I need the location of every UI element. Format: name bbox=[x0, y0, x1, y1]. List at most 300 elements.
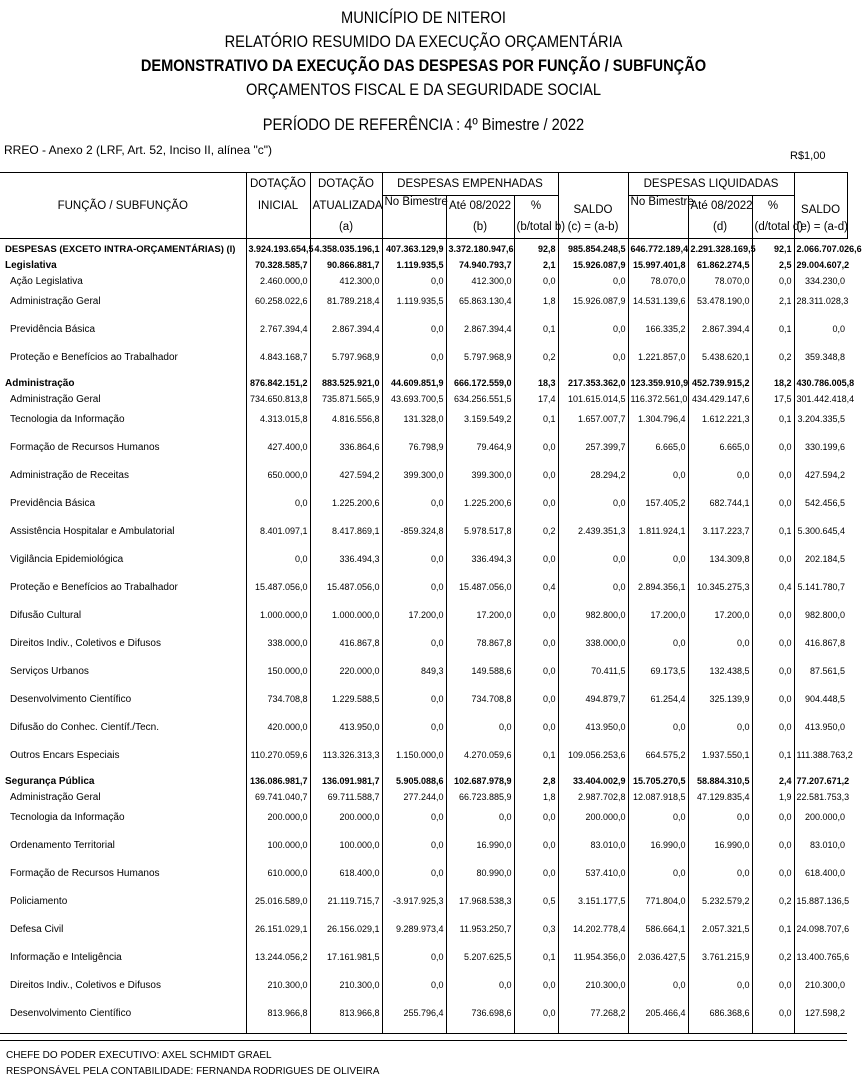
row-value: 0,0 bbox=[558, 579, 628, 607]
header-pct-b: (b/total b) bbox=[514, 216, 558, 239]
row-value: -3.917.925,3 bbox=[382, 893, 446, 921]
subfunction-row bbox=[0, 523, 847, 551]
row-value: 12.087.918,5 bbox=[628, 792, 688, 809]
row-value: 0,2 bbox=[514, 523, 558, 551]
row-label: Formação de Recursos Humanos bbox=[0, 865, 246, 893]
row-value: 29.004.607,2 bbox=[796, 260, 850, 270]
row-value: 79.464,9 bbox=[446, 439, 514, 467]
subfunction-row bbox=[0, 837, 847, 865]
row-value: 77.207.671,2 bbox=[796, 776, 850, 786]
row-value: 3.117.223,7 bbox=[688, 523, 752, 551]
row-value: 413.950,0 bbox=[558, 719, 628, 747]
header-ate-2: Até 08/2022 bbox=[688, 196, 752, 217]
row-value: 1.150.000,0 bbox=[382, 747, 446, 775]
row-value: 1,8 bbox=[514, 293, 558, 321]
row-value: 0,0 bbox=[752, 1005, 794, 1034]
row-value: 5.207.625,5 bbox=[446, 949, 514, 977]
row-value: 113.326.313,3 bbox=[310, 747, 382, 775]
row-value: 736.698,6 bbox=[446, 1005, 514, 1034]
row-value: 81.789.218,4 bbox=[310, 293, 382, 321]
row-value: 4.270.059,6 bbox=[446, 747, 514, 775]
row-value: 2,1 bbox=[752, 293, 794, 321]
row-value: 9.289.973,4 bbox=[382, 921, 446, 949]
row-value: 202.184,5 bbox=[805, 554, 846, 564]
row-value: 70.328.585,7 bbox=[246, 259, 310, 276]
total-row bbox=[0, 239, 847, 260]
row-value: 0,0 bbox=[752, 276, 794, 293]
row-value: 2,8 bbox=[514, 775, 558, 792]
row-value: 3.159.549,2 bbox=[446, 411, 514, 439]
row-value: 427.400,0 bbox=[246, 439, 310, 467]
row-value: 8.401.097,1 bbox=[246, 523, 310, 551]
row-value: 134.309,8 bbox=[688, 551, 752, 579]
subfunction-row bbox=[0, 439, 847, 467]
row-value: 0,0 bbox=[688, 719, 752, 747]
currency-unit: R$1,00 bbox=[790, 150, 826, 162]
row-value: 69.741.040,7 bbox=[246, 792, 310, 809]
row-value: 412.300,0 bbox=[310, 276, 382, 293]
row-value: 150.000,0 bbox=[246, 663, 310, 691]
row-value: 17,5 bbox=[752, 394, 794, 411]
subfunction-row bbox=[0, 276, 847, 293]
row-value: 100.000,0 bbox=[246, 837, 310, 865]
row-value: 0,0 bbox=[752, 439, 794, 467]
row-value: 2.767.394,4 bbox=[246, 321, 310, 349]
row-value: 325.139,9 bbox=[688, 691, 752, 719]
row-value: 0,0 bbox=[514, 663, 558, 691]
header-pct: % bbox=[514, 196, 558, 217]
row-value: 3.151.177,5 bbox=[558, 893, 628, 921]
row-value: 17.200,0 bbox=[628, 607, 688, 635]
row-value: 0,2 bbox=[752, 893, 794, 921]
header-d: (d) bbox=[688, 216, 752, 239]
row-value: 0,0 bbox=[514, 276, 558, 293]
row-value: 255.796,4 bbox=[382, 1005, 446, 1034]
row-label: Difusão do Conhec. Científ./Tecn. bbox=[0, 719, 246, 747]
row-value: 4.816.556,8 bbox=[310, 411, 382, 439]
row-value: 338.000,0 bbox=[558, 635, 628, 663]
header-saldo-c: SALDO bbox=[558, 173, 628, 217]
row-label: Administração de Receitas bbox=[0, 467, 246, 495]
row-value: 17.161.981,5 bbox=[310, 949, 382, 977]
row-label: Serviços Urbanos bbox=[0, 663, 246, 691]
row-value: 420.000,0 bbox=[246, 719, 310, 747]
row-value: 18,3 bbox=[514, 377, 558, 394]
row-value: 26.151.029,1 bbox=[246, 921, 310, 949]
header-empenhadas: DESPESAS EMPENHADAS bbox=[382, 173, 558, 196]
row-value: 25.016.589,0 bbox=[246, 893, 310, 921]
row-value: 336.864,6 bbox=[310, 439, 382, 467]
row-value: 22.581.753,3 bbox=[796, 792, 850, 802]
function-row bbox=[0, 259, 847, 276]
row-value: 849,3 bbox=[382, 663, 446, 691]
row-value: 0,0 bbox=[514, 439, 558, 467]
row-value: 0,0 bbox=[752, 495, 794, 523]
row-value: 14.202.778,4 bbox=[558, 921, 628, 949]
row-value: 2.439.351,3 bbox=[558, 523, 628, 551]
row-value: 92,1 bbox=[752, 239, 794, 260]
row-value: 0,0 bbox=[514, 977, 558, 1005]
row-value: 634.256.551,5 bbox=[446, 394, 514, 411]
annex-reference: RREO - Anexo 2 (LRF, Art. 52, Inciso II, alínea "c") bbox=[4, 143, 272, 157]
row-value: 2.867.394,4 bbox=[688, 321, 752, 349]
row-value: 610.000,0 bbox=[246, 865, 310, 893]
row-value: 0,0 bbox=[688, 865, 752, 893]
row-label: Ação Legislativa bbox=[0, 276, 246, 293]
row-value: 61.862.274,5 bbox=[688, 259, 752, 276]
row-value: 0,0 bbox=[446, 977, 514, 1005]
row-value: 0,0 bbox=[752, 837, 794, 865]
function-row bbox=[0, 775, 847, 792]
row-value: 0,0 bbox=[382, 865, 446, 893]
row-value: 2,1 bbox=[514, 259, 558, 276]
row-value: 2.066.707.026,6 bbox=[794, 239, 847, 260]
header-e: (e) = (a-d) bbox=[794, 216, 847, 239]
row-value: 5.978.517,8 bbox=[446, 523, 514, 551]
row-value: 3.372.180.947,6 bbox=[446, 239, 514, 260]
row-value: 4.313.015,8 bbox=[246, 411, 310, 439]
row-value: 0,0 bbox=[514, 865, 558, 893]
subfunction-row bbox=[0, 792, 847, 809]
row-value: 0,0 bbox=[832, 324, 846, 334]
row-value: 982.800,0 bbox=[805, 610, 846, 620]
row-value: 0,0 bbox=[382, 691, 446, 719]
header-liquidadas: DESPESAS LIQUIDADAS bbox=[628, 173, 794, 196]
row-value: 537.410,0 bbox=[558, 865, 628, 893]
row-value: 0,0 bbox=[382, 635, 446, 663]
row-value: 494.879,7 bbox=[558, 691, 628, 719]
row-value: 15.997.401,8 bbox=[628, 259, 688, 276]
row-value: 0,2 bbox=[752, 949, 794, 977]
row-value: 44.609.851,9 bbox=[382, 377, 446, 394]
row-value: 3.761.215,9 bbox=[688, 949, 752, 977]
row-value: 399.300,0 bbox=[446, 467, 514, 495]
subfunction-row bbox=[0, 607, 847, 635]
row-value: 76.798,9 bbox=[382, 439, 446, 467]
row-value: 734.708,8 bbox=[446, 691, 514, 719]
header-b: (b) bbox=[446, 216, 514, 239]
row-value: 0,0 bbox=[246, 495, 310, 523]
row-value: 0,0 bbox=[382, 349, 446, 377]
row-value: 16.990,0 bbox=[446, 837, 514, 865]
row-value: 83.010,0 bbox=[810, 840, 846, 850]
row-value: 5.905.088,6 bbox=[382, 775, 446, 792]
row-label: Administração bbox=[0, 377, 246, 394]
row-value: 210.300,0 bbox=[246, 977, 310, 1005]
row-value: 0,2 bbox=[514, 349, 558, 377]
row-value: 15.705.270,5 bbox=[628, 775, 688, 792]
row-value: 0,0 bbox=[628, 809, 688, 837]
row-value: 0,0 bbox=[752, 719, 794, 747]
row-value: 0,0 bbox=[382, 276, 446, 293]
row-value: 132.438,5 bbox=[688, 663, 752, 691]
executive-chief: CHEFE DO PODER EXECUTIVO: AXEL SCHMIDT GRAEL bbox=[6, 1050, 272, 1061]
row-value: 21.119.715,7 bbox=[310, 893, 382, 921]
row-value: 2.036.427,5 bbox=[628, 949, 688, 977]
row-value: 359.348,8 bbox=[805, 352, 846, 362]
row-label: Vigilância Epidemiológica bbox=[0, 551, 246, 579]
row-value: 2.057.321,5 bbox=[688, 921, 752, 949]
row-label: Legislativa bbox=[0, 259, 246, 276]
row-value: 0,0 bbox=[514, 467, 558, 495]
row-value: 0,0 bbox=[382, 809, 446, 837]
row-value: 69.173,5 bbox=[628, 663, 688, 691]
row-label: Defesa Civil bbox=[0, 921, 246, 949]
row-value: 1.612.221,3 bbox=[688, 411, 752, 439]
row-value: 734.650.813,8 bbox=[246, 394, 310, 411]
row-value: 28.294,2 bbox=[558, 467, 628, 495]
row-value: 1.225.200,6 bbox=[310, 495, 382, 523]
row-value: 0,0 bbox=[382, 579, 446, 607]
row-value: 413.950,0 bbox=[805, 722, 846, 732]
row-value: 200.000,0 bbox=[246, 809, 310, 837]
header-pct-d: (d/total d) bbox=[752, 216, 794, 239]
row-value: 0,1 bbox=[752, 321, 794, 349]
row-value: 74.940.793,7 bbox=[446, 259, 514, 276]
row-value: 257.399,7 bbox=[558, 439, 628, 467]
row-value: 0,0 bbox=[446, 719, 514, 747]
row-value: 0,0 bbox=[558, 349, 628, 377]
row-value: 200.000,0 bbox=[558, 809, 628, 837]
row-label: Informação e Inteligência bbox=[0, 949, 246, 977]
row-value: 735.871.565,9 bbox=[310, 394, 382, 411]
row-label: DESPESAS (EXCETO INTRA-ORÇAMENTÁRIAS) (I) bbox=[0, 239, 246, 260]
row-value: 1.221.857,0 bbox=[628, 349, 688, 377]
row-value: 17.968.538,3 bbox=[446, 893, 514, 921]
header-saldo-e: SALDO bbox=[794, 173, 847, 217]
row-value: 123.359.910,9 bbox=[628, 377, 688, 394]
row-value: 5.438.620,1 bbox=[688, 349, 752, 377]
row-value: 100.000,0 bbox=[310, 837, 382, 865]
header-inicial: INICIAL bbox=[246, 196, 310, 217]
row-value: 6.665,0 bbox=[628, 439, 688, 467]
row-value: 1.000.000,0 bbox=[310, 607, 382, 635]
row-value: 0,1 bbox=[752, 411, 794, 439]
row-label: Direitos Indiv., Coletivos e Difusos bbox=[0, 635, 246, 663]
row-value: 0,3 bbox=[514, 921, 558, 949]
row-value: 17.200,0 bbox=[382, 607, 446, 635]
row-value: 101.615.014,5 bbox=[558, 394, 628, 411]
row-value: 11.953.250,7 bbox=[446, 921, 514, 949]
row-value: 200.000,0 bbox=[310, 809, 382, 837]
row-value: 427.594,2 bbox=[310, 467, 382, 495]
row-value: 110.270.059,6 bbox=[246, 747, 310, 775]
row-value: 0,1 bbox=[752, 523, 794, 551]
row-value: 47.129.835,4 bbox=[688, 792, 752, 809]
row-value: 2,4 bbox=[752, 775, 794, 792]
row-value: 666.172.559,0 bbox=[446, 377, 514, 394]
row-value: 0,0 bbox=[628, 551, 688, 579]
row-value: 0,0 bbox=[752, 977, 794, 1005]
row-label: Segurança Pública bbox=[0, 775, 246, 792]
row-label: Previdência Básica bbox=[0, 321, 246, 349]
row-value: 0,0 bbox=[382, 837, 446, 865]
row-value: 10.345.275,3 bbox=[688, 579, 752, 607]
header-atualizada: ATUALIZADA bbox=[310, 196, 382, 217]
row-label: Previdência Básica bbox=[0, 495, 246, 523]
row-value: 813.966,8 bbox=[310, 1005, 382, 1034]
row-label: Policiamento bbox=[0, 893, 246, 921]
row-label: Assistência Hospitalar e Ambulatorial bbox=[0, 523, 246, 551]
row-value: 1,8 bbox=[514, 792, 558, 809]
row-label: Difusão Cultural bbox=[0, 607, 246, 635]
row-value: 336.494,3 bbox=[310, 551, 382, 579]
row-value: 210.300,0 bbox=[558, 977, 628, 1005]
row-value: 0,0 bbox=[752, 467, 794, 495]
row-value: 4.843.168,7 bbox=[246, 349, 310, 377]
row-value: 205.466,4 bbox=[628, 1005, 688, 1034]
footer-divider bbox=[0, 1040, 847, 1041]
subfunction-row bbox=[0, 949, 847, 977]
row-value: 0,2 bbox=[752, 349, 794, 377]
row-value: 1.000.000,0 bbox=[246, 607, 310, 635]
row-value: 90.866.881,7 bbox=[310, 259, 382, 276]
row-value: 686.368,6 bbox=[688, 1005, 752, 1034]
row-value: 0,0 bbox=[752, 551, 794, 579]
header-no-bimestre: No Bimestre bbox=[382, 196, 446, 239]
header-pct-2: % bbox=[752, 196, 794, 217]
row-label: Administração Geral bbox=[0, 394, 246, 411]
row-value: 11.954.356,0 bbox=[558, 949, 628, 977]
subfunction-row bbox=[0, 865, 847, 893]
row-value: 5.300.645,4 bbox=[797, 526, 846, 536]
row-value: 0,0 bbox=[382, 551, 446, 579]
row-value: 883.525.921,0 bbox=[310, 377, 382, 394]
row-value: 8.417.869,1 bbox=[310, 523, 382, 551]
row-value: 17.200,0 bbox=[688, 607, 752, 635]
row-value: 66.723.885,9 bbox=[446, 792, 514, 809]
row-value: -859.324,8 bbox=[382, 523, 446, 551]
row-value: 0,0 bbox=[246, 551, 310, 579]
row-value: 87.561,5 bbox=[810, 666, 846, 676]
row-value: 416.867,8 bbox=[310, 635, 382, 663]
row-value: 15.487.056,0 bbox=[446, 579, 514, 607]
row-value: 15.487.056,0 bbox=[310, 579, 382, 607]
row-value: 17.200,0 bbox=[446, 607, 514, 635]
row-value: 0,0 bbox=[514, 691, 558, 719]
row-value: 0,0 bbox=[558, 551, 628, 579]
row-value: 16.990,0 bbox=[688, 837, 752, 865]
row-value: 2.894.356,1 bbox=[628, 579, 688, 607]
row-value: 427.594,2 bbox=[805, 470, 846, 480]
row-value: 5.232.579,2 bbox=[688, 893, 752, 921]
row-value: 407.363.129,9 bbox=[382, 239, 446, 260]
row-value: 416.867,8 bbox=[805, 638, 846, 648]
row-value: 434.429.147,6 bbox=[688, 394, 752, 411]
row-value: 0,0 bbox=[514, 551, 558, 579]
row-value: 2.867.394,4 bbox=[446, 321, 514, 349]
row-value: 338.000,0 bbox=[246, 635, 310, 663]
demonstrative-title: DEMONSTRATIVO DA EXECUÇÃO DAS DESPESAS POR FUNÇÃO / SUBFUNÇÃO bbox=[140, 56, 707, 75]
row-value: 15.926.087,9 bbox=[558, 293, 628, 321]
row-value: 0,0 bbox=[628, 865, 688, 893]
row-value: 618.400,0 bbox=[310, 865, 382, 893]
row-value: 1.229.588,5 bbox=[310, 691, 382, 719]
row-value: 1.937.550,1 bbox=[688, 747, 752, 775]
subfunction-row bbox=[0, 719, 847, 747]
row-value: 985.854.248,5 bbox=[558, 239, 628, 260]
accountant: RESPONSÁVEL PELA CONTABILIDADE: FERNANDA RODRIGUES DE OLIVEIRA bbox=[6, 1066, 380, 1077]
row-value: 0,0 bbox=[514, 635, 558, 663]
subfunction-row bbox=[0, 663, 847, 691]
row-value: 65.863.130,4 bbox=[446, 293, 514, 321]
row-value: 0,0 bbox=[752, 635, 794, 663]
budgets-subtitle: ORÇAMENTOS FISCAL E DA SEGURIDADE SOCIAL bbox=[245, 80, 602, 99]
row-value: 3.924.193.654,5 bbox=[246, 239, 310, 260]
row-value: 33.404.002,9 bbox=[558, 775, 628, 792]
row-value: 28.311.028,3 bbox=[796, 296, 849, 306]
row-value: 15.926.087,9 bbox=[558, 259, 628, 276]
row-value: 2,5 bbox=[752, 259, 794, 276]
row-value: 0,0 bbox=[752, 809, 794, 837]
row-value: 618.400,0 bbox=[805, 868, 846, 878]
header-c: (c) = (a-b) bbox=[558, 216, 628, 239]
subfunction-row bbox=[0, 977, 847, 1005]
row-value: 1,9 bbox=[752, 792, 794, 809]
row-value: 13.400.765,6 bbox=[796, 952, 850, 962]
row-value: 0,0 bbox=[688, 635, 752, 663]
row-value: 413.950,0 bbox=[310, 719, 382, 747]
row-value: 17,4 bbox=[514, 394, 558, 411]
row-value: 70.411,5 bbox=[558, 663, 628, 691]
row-value: 277.244,0 bbox=[382, 792, 446, 809]
row-value: 412.300,0 bbox=[446, 276, 514, 293]
row-label: Proteção e Benefícios ao Trabalhador bbox=[0, 349, 246, 377]
row-value: 1.119.935,5 bbox=[382, 293, 446, 321]
row-value: 58.884.310,5 bbox=[688, 775, 752, 792]
row-value: 0,0 bbox=[558, 321, 628, 349]
header-ate: Até 08/2022 bbox=[446, 196, 514, 217]
row-value: 210.300,0 bbox=[805, 980, 846, 990]
expense-table bbox=[0, 172, 862, 1034]
row-label: Proteção e Benefícios ao Trabalhador bbox=[0, 579, 246, 607]
row-value: 78.070,0 bbox=[628, 276, 688, 293]
row-value: 116.372.561,0 bbox=[628, 394, 688, 411]
row-value: 904.448,5 bbox=[805, 694, 846, 704]
row-value: 646.772.189,4 bbox=[628, 239, 688, 260]
subfunction-row bbox=[0, 321, 847, 349]
row-value: 53.478.190,0 bbox=[688, 293, 752, 321]
row-label: Desenvolvimento Científico bbox=[0, 691, 246, 719]
header-a: (a) bbox=[310, 216, 382, 239]
row-value: 0,0 bbox=[514, 837, 558, 865]
row-value: 0,0 bbox=[382, 321, 446, 349]
reference-period: PERÍODO DE REFERÊNCIA : 4º Bimestre / 2022 bbox=[262, 115, 585, 134]
row-label: Administração Geral bbox=[0, 792, 246, 809]
row-value: 166.335,2 bbox=[628, 321, 688, 349]
row-value: 43.693.700,5 bbox=[382, 394, 446, 411]
row-value: 586.664,1 bbox=[628, 921, 688, 949]
row-value: 4.358.035.196,1 bbox=[310, 239, 382, 260]
row-value: 200.000,0 bbox=[805, 812, 846, 822]
row-value: 0,0 bbox=[382, 977, 446, 1005]
row-label: Formação de Recursos Humanos bbox=[0, 439, 246, 467]
row-value: 157.405,2 bbox=[628, 495, 688, 523]
row-value: 734.708,8 bbox=[246, 691, 310, 719]
row-label: Ordenamento Territorial bbox=[0, 837, 246, 865]
subfunction-row bbox=[0, 495, 847, 523]
row-value: 301.442.418,4 bbox=[796, 394, 855, 404]
row-value: 0,1 bbox=[514, 747, 558, 775]
row-value: 3.204.335,5 bbox=[797, 414, 846, 424]
row-value: 136.086.981,7 bbox=[246, 775, 310, 792]
row-value: 0,0 bbox=[688, 977, 752, 1005]
row-value: 26.156.029,1 bbox=[310, 921, 382, 949]
row-value: 61.254,4 bbox=[628, 691, 688, 719]
subfunction-row bbox=[0, 551, 847, 579]
row-value: 14.531.139,6 bbox=[628, 293, 688, 321]
subfunction-row bbox=[0, 893, 847, 921]
